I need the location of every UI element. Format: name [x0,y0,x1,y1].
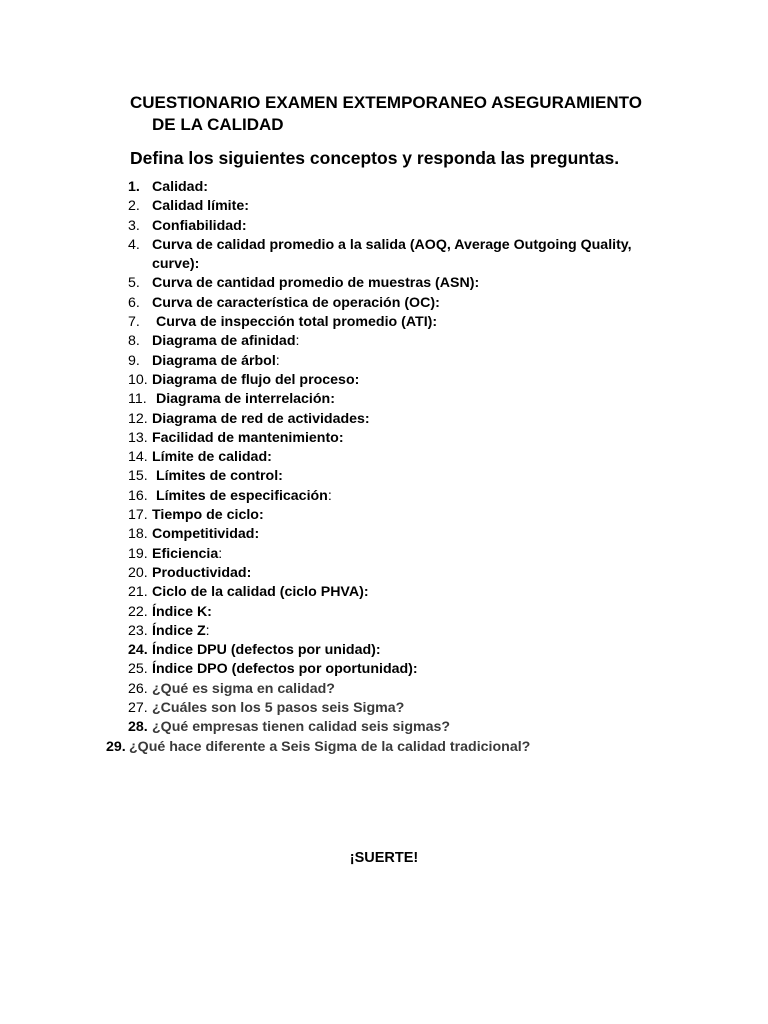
question-item [0,467,768,486]
question-number: 25. [128,661,148,678]
question-number: 16. [128,487,148,504]
question-number: 1. [128,179,140,195]
question-text: Diagrama de afinidad [152,333,296,350]
question-number: 11. [128,391,147,408]
question-item [0,738,768,757]
question-text: Índice DPU (defectos por unidad): [152,642,381,659]
question-item [0,371,768,390]
question-number: 26. [128,680,148,697]
question-suffix: : [205,622,210,639]
question-text: Ciclo de la calidad (ciclo PHVA): [152,584,369,601]
question-text: ¿Qué empresas tienen calidad seis sigmas? [152,719,451,736]
question-number: 7. [128,314,140,331]
question-number: 20. [128,564,148,581]
question-text: Límite de calidad: [152,449,272,466]
question-text: Curva de calidad promedio a la salida (AOQ, Average Outgoing Quality, curve): [152,236,636,273]
question-number: 8. [128,333,140,350]
question-text: ¿Qué hace diferente a Seis Sigma de la calidad tradicional? [129,738,531,755]
question-suffix: : [275,352,280,369]
question-item [0,545,768,564]
question-item [0,448,768,467]
question-item [0,294,768,313]
question-number: 29. [106,738,126,755]
question-number: 5. [128,275,140,292]
closing-message: ¡SUERTE! [349,850,419,866]
question-text: Facilidad de mantenimiento: [152,429,344,446]
question-number: 2. [128,198,140,215]
question-item [0,525,768,544]
question-item [0,603,768,622]
question-number: 28. [128,719,148,736]
question-suffix: : [295,333,300,350]
question-number: 27. [128,700,148,717]
question-number: 12. [128,410,148,427]
question-number: 13. [128,429,148,446]
question-item [0,487,768,506]
question-item [0,429,768,448]
question-item [0,506,768,525]
question-item [0,217,768,236]
question-number: 17. [128,507,148,524]
question-number: 24. [128,642,148,659]
question-text: Curva de cantidad promedio de muestras (ASN): [152,275,480,292]
question-number: 9. [128,352,140,369]
document-title [130,92,690,136]
question-list [0,178,768,757]
question-number: 10. [128,371,148,388]
question-text: ¿Cuáles son los 5 pasos seis Sigma? [152,700,405,717]
question-number: 22. [128,603,148,620]
question-text: Diagrama de flujo del proceso: [152,371,360,388]
title-line-2: DE LA CALIDAD [152,115,284,134]
question-item [0,699,768,718]
question-number: 21. [128,584,148,601]
question-text: Límites de control: [152,468,283,485]
question-number: 15. [128,468,148,485]
question-text: Curva de inspección total promedio (ATI): [152,314,438,331]
question-item [0,390,768,409]
title-line-1: CUESTIONARIO EXAMEN EXTEMPORANEO ASEGURAMIENTO [130,93,642,112]
question-item [0,236,768,275]
question-item [0,583,768,602]
question-suffix: : [327,487,332,504]
question-item [0,274,768,293]
question-item [0,197,768,216]
question-suffix: : [218,545,223,562]
question-item [0,680,768,699]
question-item [0,660,768,679]
question-text: Índice K: [152,603,212,620]
question-text: Confiabilidad: [152,217,247,234]
question-text: Curva de característica de operación (OC): [152,294,440,311]
question-number: 19. [128,545,148,562]
question-item [0,622,768,641]
question-item [0,564,768,583]
question-item [0,718,768,737]
instructions-heading: Defina los siguientes conceptos y responda las preguntas. [130,148,620,168]
question-text: Tiempo de ciclo: [152,507,264,524]
question-text: Diagrama de árbol [152,352,276,369]
question-text: Índice Z [152,622,206,639]
question-number: 6. [128,294,140,311]
question-text: Calidad límite: [152,198,249,215]
question-number: 4. [128,236,140,253]
question-text: Competitividad: [152,526,260,543]
question-text: Eficiencia [152,545,219,562]
question-item [0,332,768,351]
question-text: Límites de especificación [152,487,328,504]
question-item [0,178,768,197]
question-text: Calidad: [152,179,208,195]
question-number: 3. [128,217,140,234]
question-text: Productividad: [152,564,252,581]
question-text: ¿Qué es sigma en calidad? [152,680,335,697]
question-text: Índice DPO (defectos por oportunidad): [152,661,418,678]
question-number: 14. [128,449,148,466]
question-text: Diagrama de red de actividades: [152,410,370,427]
question-number: 18. [128,526,148,543]
question-item [0,313,768,332]
question-item [0,352,768,371]
question-number: 23. [128,622,148,639]
question-item [0,641,768,660]
question-item [0,410,768,429]
question-text: Diagrama de interrelación: [152,391,335,408]
